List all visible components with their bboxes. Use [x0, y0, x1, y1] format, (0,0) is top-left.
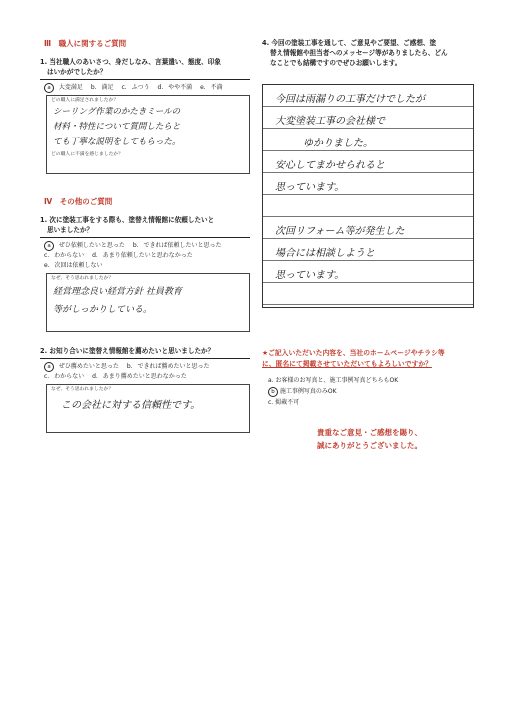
answer-circle: a: [44, 241, 54, 251]
box-label: どの職人に不満を感じましたか？: [51, 152, 123, 157]
option-d[interactable]: d. あまり依頼したいと思わなかった: [92, 252, 193, 259]
section4-q1-question: 1. 次に塗装工事をする際も、塗替え情報館に依頼したいと 思いましたか？: [40, 215, 250, 238]
section4-title: Ⅳ その他のご質問: [44, 197, 113, 206]
section4-q2-options: [40, 362, 250, 382]
handwritten-line: この会社に対する信頼性です。: [61, 400, 201, 411]
option-c[interactable]: c. わからない: [44, 252, 85, 259]
handwritten-line: 安心してまかせられると: [275, 160, 385, 171]
handwritten-line: 等がしっかりしている。: [53, 305, 153, 315]
option-b[interactable]: b. 満足: [90, 84, 114, 91]
handwritten-line: ゆかりました。: [303, 138, 373, 149]
handwritten-line: ても丁寧な説明をしてもらった。: [53, 137, 181, 147]
option-d[interactable]: d. あまり薦めたいと思わなかった: [92, 373, 187, 380]
option-b[interactable]: b 施工事例写真のみOK: [268, 386, 477, 397]
section3-q1-question: 1. 当社職人のあいさつ、身だしなみ、言葉遣い、態度、印象 はいかがでしたか？: [40, 57, 250, 80]
option-e[interactable]: e. 次回は依頼しない: [44, 262, 103, 269]
handwritten-line: 思っています。: [275, 270, 345, 281]
handwritten-line: 今回は雨漏りの工事だけでしたが: [275, 94, 425, 105]
handwritten-line: 思っています。: [275, 182, 345, 193]
option-a[interactable]: a ぜひ依頼したいと思った: [44, 242, 128, 249]
handwritten-line: 次回リフォーム等が発生した: [275, 226, 405, 237]
box-label: なぜ、そう思われましたか？: [51, 276, 114, 281]
right-column: [262, 38, 477, 452]
handwritten-line: シーリング作業のかたきミールの: [53, 107, 181, 117]
q4-question: 4. 今回の塗装工事を通して、ご意見やご要望、ご感想、塗 替え情報館や担当者へのメッセージ等がありましたら、どん なことでも結構ですのでぜひお願いします。: [262, 39, 448, 67]
handwritten-line: 場合には相談しようと: [275, 248, 375, 259]
handwritten-line: 材料・特性について質問したらと: [53, 122, 181, 132]
section4-q2-answer-box[interactable]: [46, 384, 250, 433]
section3-q1-answer-box[interactable]: [46, 95, 250, 174]
option-a[interactable]: a ぜひ薦めたいと思った: [44, 363, 122, 370]
box-label: なぜ、そう思われましたか？: [51, 387, 114, 392]
option-a[interactable]: a. お客様のお写真と、施工事例写真どちらもOK: [268, 377, 399, 384]
publication-options: [262, 375, 477, 408]
section4-q1-options: [40, 241, 250, 271]
option-a[interactable]: a 大変満足: [44, 84, 86, 91]
left-column: [40, 38, 250, 433]
option-c[interactable]: c. 掲載不可: [268, 399, 300, 406]
box-label: どの職人に満足されましたか？: [51, 98, 119, 103]
thanks-message: 貴重なご意見・ご感想を賜り、 誠にありがとうございました。: [317, 428, 422, 450]
option-c[interactable]: c. ふつう: [121, 84, 150, 91]
option-b[interactable]: b. できれば薦めたいと思った: [126, 363, 210, 370]
answer-circle: b: [268, 387, 278, 397]
answer-circle: a: [44, 362, 54, 372]
publication-question: ★ご記入いただいた内容を、当社のホームページやチラシ等 に、匿名にて掲載させていただいてもよろしいですか？: [262, 349, 445, 368]
section3-title: Ⅲ 職人に関するご質問: [44, 39, 127, 48]
option-c[interactable]: c. わからない: [44, 373, 85, 380]
option-e[interactable]: e. 不満: [200, 84, 223, 91]
answer-circle: a: [44, 83, 54, 93]
section4-q1-answer-box[interactable]: [46, 273, 250, 332]
section4-q2-question: 2. お知り合いに塗替え情報館を薦めたいと思いましたか？: [40, 346, 250, 359]
option-d[interactable]: d. やや不満: [157, 84, 193, 91]
option-b[interactable]: b. できれば依頼したいと思った: [132, 242, 222, 249]
q4-answer-area[interactable]: [262, 84, 474, 308]
section3-q1-options: [40, 83, 250, 93]
handwritten-line: 経営理念良い経営方針 社員教育: [53, 287, 182, 297]
handwritten-line: 大変塗装工事の会社様で: [275, 116, 385, 127]
